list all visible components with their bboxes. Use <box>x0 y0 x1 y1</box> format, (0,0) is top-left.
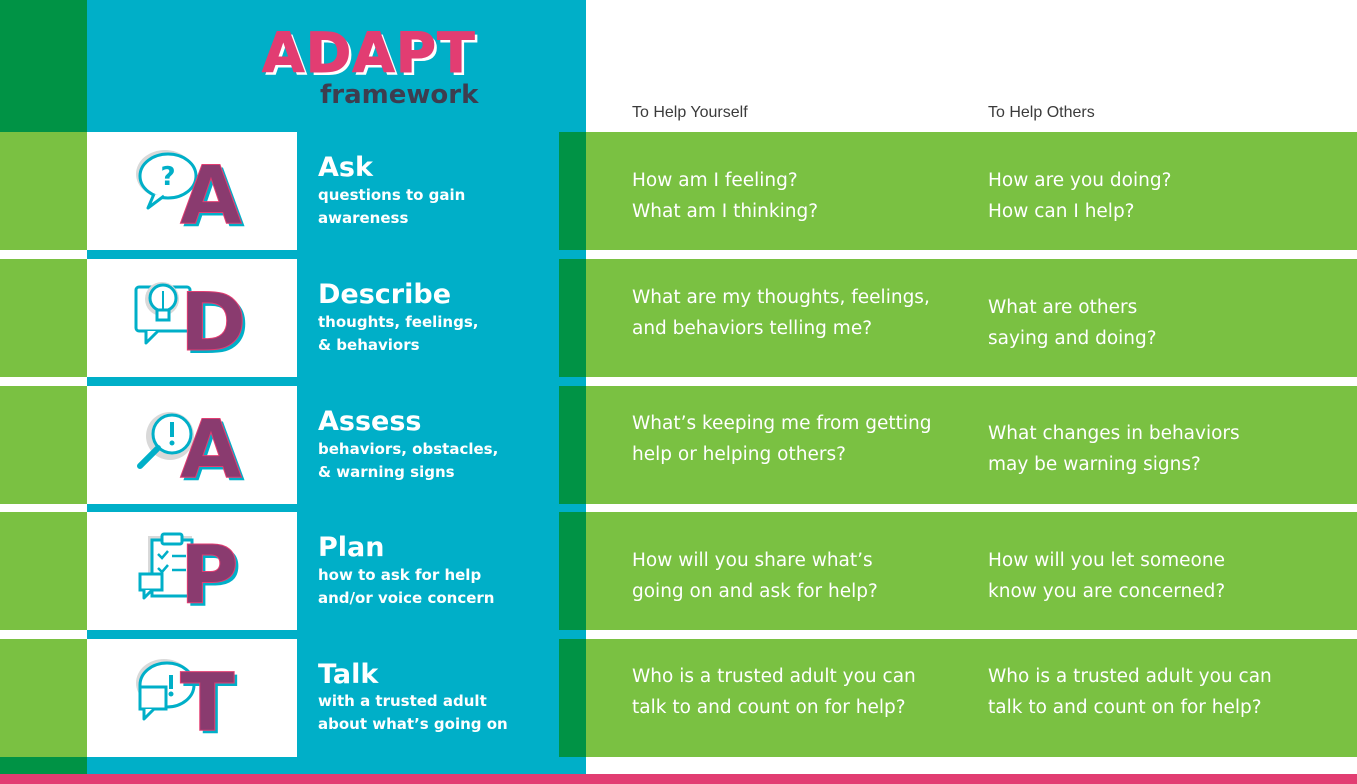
help-yourself-questions <box>632 165 952 227</box>
question-line-1: How will you share what’s <box>632 550 873 571</box>
title-adapt: ADAPT <box>262 21 476 85</box>
question-line-1: Who is a trusted adult you can <box>632 666 916 687</box>
svg-text:?: ? <box>160 162 176 192</box>
help-yourself-questions <box>632 282 952 344</box>
help-others-questions <box>988 165 1308 227</box>
row-dark-green-bar <box>559 259 586 377</box>
question-line-2: saying and doing? <box>988 328 1157 349</box>
row-heading: Ask <box>318 152 373 183</box>
help-others-questions <box>988 661 1308 723</box>
row-dark-green-bar <box>559 386 586 504</box>
row-subtext-line-1: thoughts, feelings, <box>318 313 479 331</box>
question-line-1: What changes in behaviors <box>988 423 1240 444</box>
left-dark-green-strip <box>0 0 87 132</box>
row-subtext <box>318 438 548 484</box>
question-line-2: may be warning signs? <box>988 454 1201 475</box>
question-line-1: Who is a trusted adult you can <box>988 666 1272 687</box>
row-subtext-line-1: behaviors, obstacles, <box>318 440 499 458</box>
row-subtext <box>318 690 548 736</box>
row-left-green <box>0 386 87 504</box>
question-line-2: and behaviors telling me? <box>632 318 873 339</box>
question-line-2: How can I help? <box>988 201 1135 222</box>
row-subtext-line-2: & behaviors <box>318 336 420 354</box>
row-heading: Assess <box>318 406 422 437</box>
question-line-2: talk to and count on for help? <box>632 697 906 718</box>
row-dark-green-bar <box>559 132 586 250</box>
question-line-2: talk to and count on for help? <box>988 697 1262 718</box>
help-yourself-questions <box>632 408 952 470</box>
adapt-row-plan <box>0 512 1357 630</box>
question-line-2: going on and ask for help? <box>632 581 878 602</box>
row-subtext <box>318 184 548 230</box>
row-dark-green-bar <box>559 512 586 630</box>
row-letter-a: A <box>180 149 242 242</box>
column-header-help-others: To Help Others <box>988 104 1095 121</box>
row-letter-p: P <box>180 529 239 622</box>
row-subtext-line-2: awareness <box>318 209 409 227</box>
help-others-questions <box>988 545 1308 607</box>
adapt-row-talk <box>0 639 1357 757</box>
question-line-2: know you are concerned? <box>988 581 1226 602</box>
row-dark-green-bar <box>559 639 586 757</box>
row-subtext-line-1: with a trusted adult <box>318 692 487 710</box>
row-heading: Talk <box>318 659 379 690</box>
bottom-left-green-block <box>0 757 87 774</box>
adapt-row-assess <box>0 386 1357 504</box>
help-yourself-questions <box>632 661 952 723</box>
question-line-1: What’s keeping me from getting <box>632 413 932 434</box>
help-yourself-questions <box>632 545 952 607</box>
adapt-row-describe <box>0 259 1357 377</box>
adapt-row-ask <box>0 132 1357 250</box>
row-subtext-line-1: questions to gain <box>318 186 466 204</box>
question-line-1: What are others <box>988 297 1138 318</box>
help-others-questions <box>988 292 1308 354</box>
row-subtext <box>318 564 548 610</box>
question-line-1: How are you doing? <box>988 170 1172 191</box>
row-letter-t: T <box>180 656 235 749</box>
column-header-help-yourself: To Help Yourself <box>632 104 748 121</box>
help-others-questions <box>988 418 1308 480</box>
row-subtext-line-2: about what’s going on <box>318 715 508 733</box>
bottom-pink-stripe <box>0 774 1357 784</box>
row-left-green <box>0 639 87 757</box>
row-left-green <box>0 512 87 630</box>
row-letter-d: D <box>180 276 247 369</box>
row-heading: Plan <box>318 532 385 563</box>
row-subtext-line-2: & warning signs <box>318 463 455 481</box>
question-line-1: How am I feeling? <box>632 170 798 191</box>
question-line-1: What are my thoughts, feelings, <box>632 287 930 308</box>
row-left-green <box>0 132 87 250</box>
row-left-green <box>0 259 87 377</box>
row-heading: Describe <box>318 279 452 310</box>
question-line-1: How will you let someone <box>988 550 1225 571</box>
row-subtext-line-1: how to ask for help <box>318 566 482 584</box>
question-line-2: help or helping others? <box>632 444 846 465</box>
row-letter-a: A <box>180 403 242 496</box>
title-framework: framework <box>320 80 479 110</box>
row-subtext <box>318 311 548 357</box>
question-line-2: What am I thinking? <box>632 201 819 222</box>
row-subtext-line-2: and/or voice concern <box>318 589 495 607</box>
